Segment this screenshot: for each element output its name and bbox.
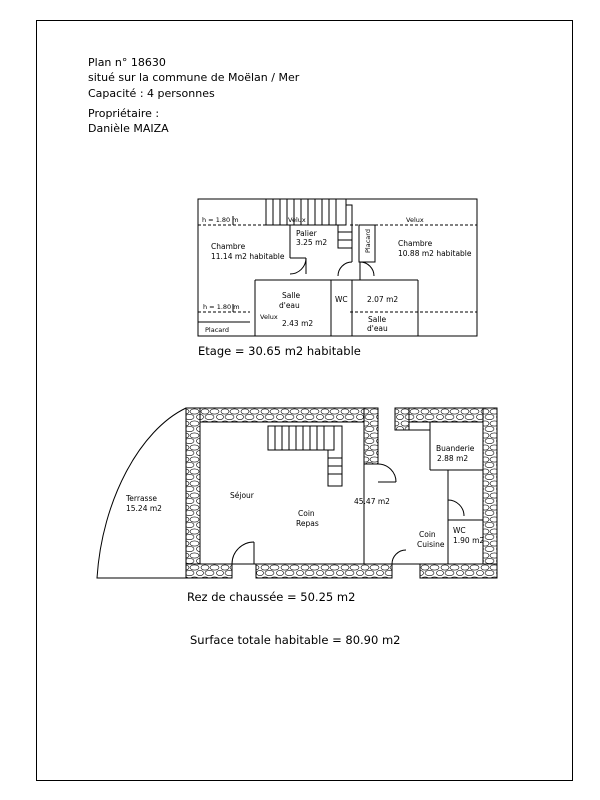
bathroom-right-area: 2.07 m2: [367, 295, 399, 304]
door-swing: [290, 258, 306, 274]
stone-wall: [256, 564, 392, 578]
ground-floor-plan: [97, 408, 497, 578]
plan-number: Plan n° 18630: [88, 56, 166, 69]
stone-wall: [364, 408, 378, 464]
ground-floor-total: Rez de chaussée = 50.25 m2: [187, 590, 356, 604]
upper-room-labels: [211, 229, 472, 333]
dining-name: Coin: [298, 509, 315, 518]
kitchen-name: Cuisine: [417, 540, 445, 549]
terrace-area: 15.24 m2: [126, 504, 162, 513]
staircase: [266, 199, 346, 225]
kitchen-name: Coin: [419, 530, 436, 539]
laundry-area: 2.88 m2: [437, 454, 469, 463]
stone-wall: [186, 408, 200, 578]
placard-bottom-label: Placard: [205, 326, 229, 334]
stone-wall: [420, 564, 497, 578]
owner-name: Danièle MAIZA: [88, 122, 169, 135]
capacity-line: Capacité : 4 personnes: [88, 87, 215, 100]
bathroom-right-name: Salle: [368, 315, 387, 324]
bedroom-left-area: 11.14 m2 habitable: [211, 252, 285, 261]
stair-turn: [338, 205, 352, 248]
bathroom-right-name: d'eau: [367, 324, 388, 333]
upper-floor-plan: [198, 199, 477, 336]
landing-name: Palier: [296, 229, 317, 238]
bedroom-left-name: Chambre: [211, 242, 246, 251]
velux-label: Velux: [260, 313, 278, 321]
height-label-bottom: h = 1.80 m: [203, 303, 240, 311]
stone-wall: [186, 408, 378, 422]
bedroom-right-area: 10.88 m2 habitable: [398, 249, 472, 258]
living-name: Séjour: [230, 491, 254, 500]
door-swing: [392, 550, 406, 564]
velux-label: Velux: [288, 216, 306, 224]
velux-label: Velux: [406, 216, 424, 224]
living-area: 45.47 m2: [354, 497, 390, 506]
door-swing: [448, 500, 464, 516]
door-swing: [360, 262, 374, 276]
location-line: situé sur la commune de Moëlan / Mer: [88, 71, 300, 84]
terrace-outline: [97, 408, 186, 578]
dining-name: Repas: [296, 519, 319, 528]
terrace-name: Terrasse: [126, 494, 157, 503]
stair-turn: [328, 426, 342, 486]
upper-floor-outline: [198, 199, 477, 336]
owner-label: Propriétaire :: [88, 107, 160, 120]
wc-label: WC: [453, 526, 466, 535]
wc-area: 1.90 m2: [453, 536, 485, 545]
bathroom-left-name: d'eau: [279, 301, 300, 310]
height-label-top: h = 1.80 m: [202, 216, 239, 224]
entry-door-swing: [232, 542, 254, 564]
door-swing: [338, 262, 352, 276]
grand-total: Surface totale habitable = 80.90 m2: [190, 633, 401, 647]
placard-right-label: Placard: [364, 229, 372, 253]
stone-wall: [395, 408, 409, 430]
bedroom-right-name: Chambre: [398, 239, 433, 248]
laundry-name: Buanderie: [436, 444, 475, 453]
landing-area: 3.25 m2: [296, 238, 328, 247]
wc-label: WC: [335, 295, 348, 304]
bathroom-left-area: 2.43 m2: [282, 319, 314, 328]
stone-wall: [395, 408, 497, 422]
door-swing: [378, 464, 396, 482]
stone-wall: [483, 408, 497, 578]
bathroom-left-name: Salle: [282, 291, 301, 300]
upper-floor-total: Etage = 30.65 m2 habitable: [198, 344, 361, 358]
stone-wall: [186, 564, 232, 578]
